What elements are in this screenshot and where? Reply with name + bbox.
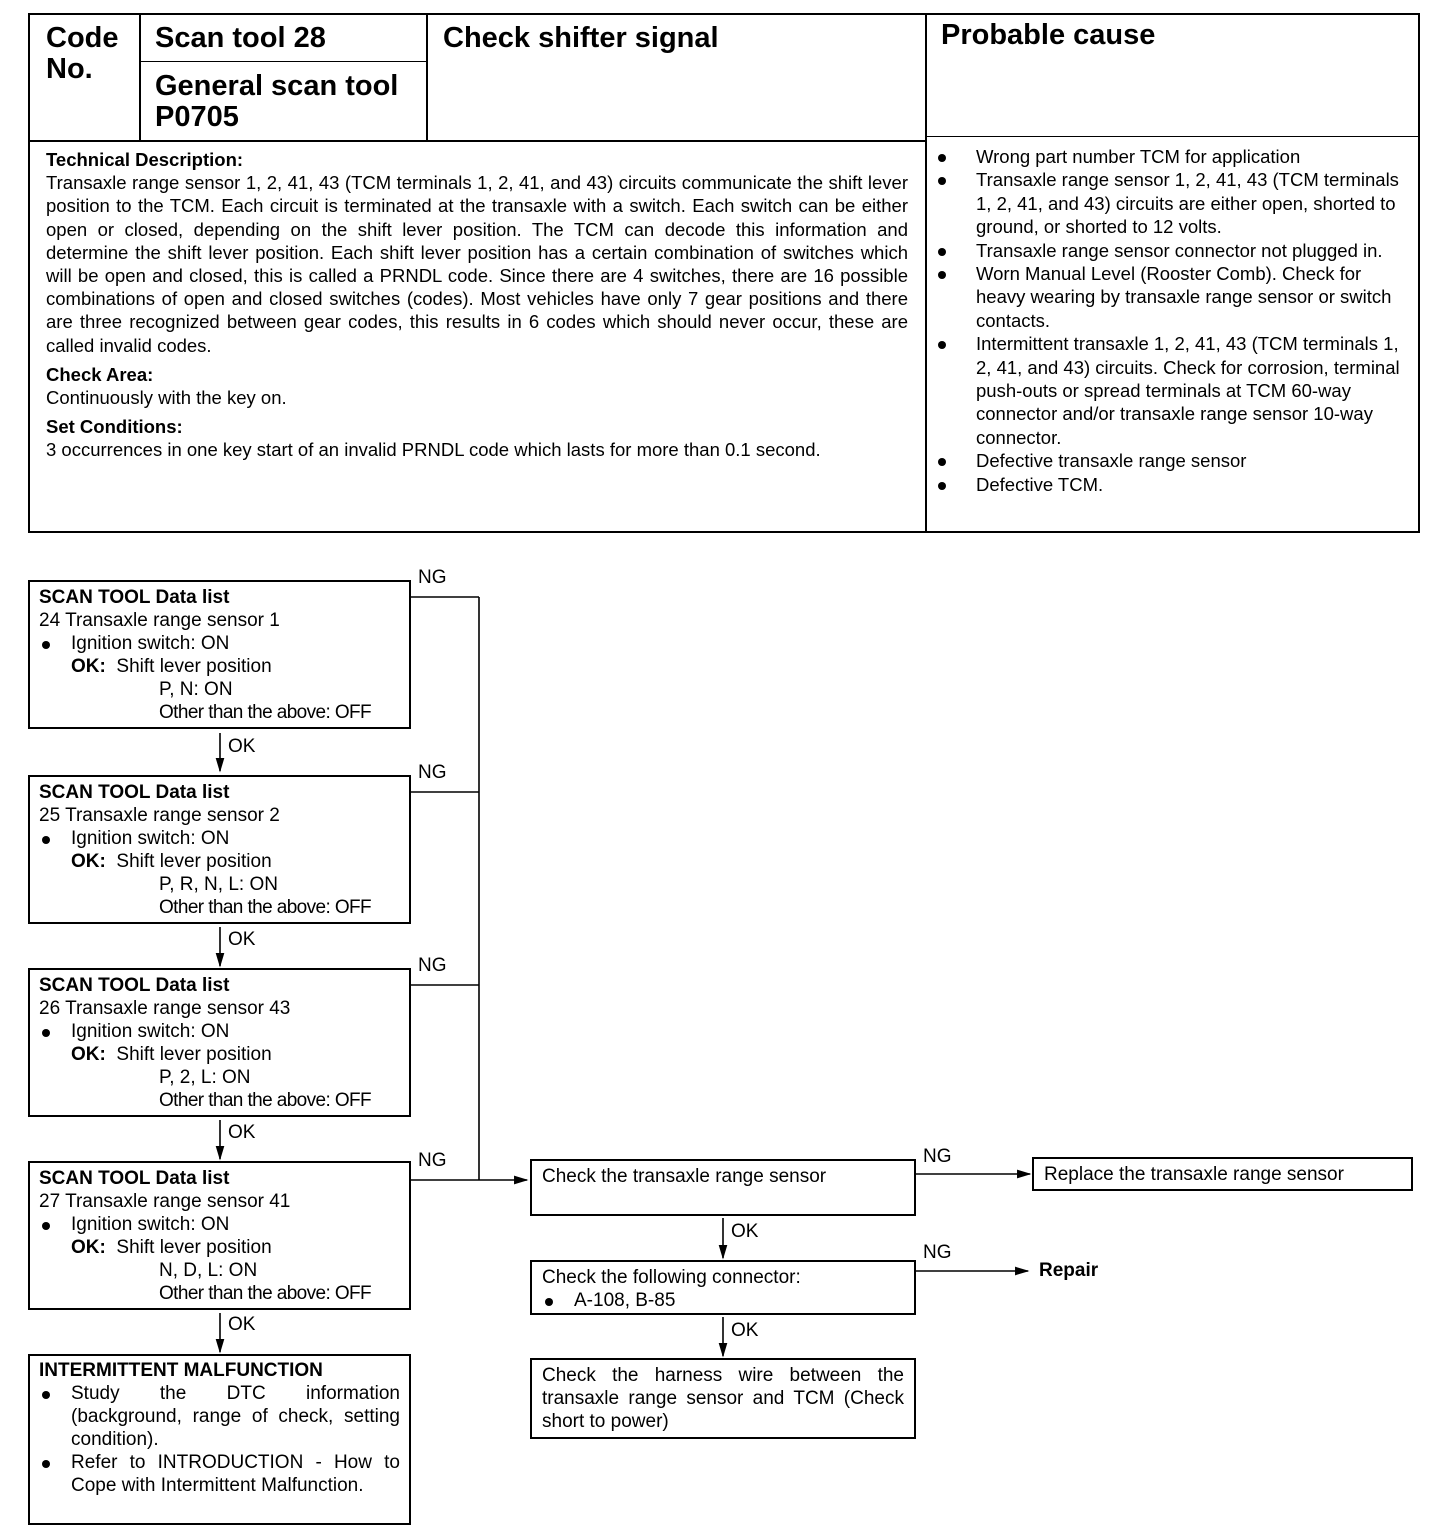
ng-label: NG bbox=[418, 1150, 447, 1171]
probable-cause-item: Defective TCM. bbox=[930, 473, 1400, 496]
scan-step-item: 26 Transaxle range sensor 43 bbox=[39, 998, 291, 1019]
check-sensor-text: Check the transaxle range sensor bbox=[542, 1166, 827, 1187]
scan-step-item: 24 Transaxle range sensor 1 bbox=[39, 610, 280, 631]
ng-label: NG bbox=[923, 1242, 952, 1263]
probable-cause-item: Transaxle range sensor connector not plugged in. bbox=[930, 239, 1400, 262]
general-scan-tool-label: General scan tool P0705 bbox=[155, 70, 399, 133]
check-area-text: Continuously with the key on. bbox=[46, 387, 287, 409]
ok-label: OK bbox=[228, 1122, 256, 1143]
scan-step-off-line: Other than the above: OFF bbox=[159, 1283, 372, 1304]
scan-step-box-1 bbox=[28, 580, 411, 729]
scan-step-on-line: P, 2, L: ON bbox=[159, 1067, 251, 1088]
probable-cause-item: Intermittent transaxle 1, 2, 41, 43 (TCM terminals 1, 2, 41, and 43) circuits. Check for corrosion, terminal push-outs or spread terminals at TCM 60-way connector and/or transaxle range sensor 10-way connector. bbox=[930, 332, 1400, 449]
scan-step-box-2 bbox=[28, 775, 411, 924]
scan-step-title: SCAN TOOL Data list bbox=[39, 975, 230, 996]
check-connector-text: Check the following connector: bbox=[542, 1267, 801, 1288]
ng-label: NG bbox=[418, 955, 447, 976]
intermittent-bullet: Refer to INTRODUCTION - How to Cope with Intermittent Malfunction. bbox=[39, 1451, 400, 1497]
intermittent-malfunction-box bbox=[28, 1354, 411, 1525]
repair-label: Repair bbox=[1039, 1260, 1099, 1281]
ok-label: OK bbox=[731, 1320, 759, 1341]
set-conditions-heading: Set Conditions: bbox=[46, 416, 183, 438]
code-no-label: Code No. bbox=[46, 22, 119, 85]
scan-step-off-line: Other than the above: OFF bbox=[159, 1090, 372, 1111]
intermittent-title: INTERMITTENT MALFUNCTION bbox=[39, 1360, 323, 1381]
scan-step-box-3 bbox=[28, 968, 411, 1117]
scan-step-ok-line: OK: Shift lever position bbox=[71, 1237, 272, 1258]
check-sensor-box bbox=[530, 1159, 916, 1216]
scan-step-ok-line: OK: Shift lever position bbox=[71, 656, 272, 677]
scan-step-title: SCAN TOOL Data list bbox=[39, 587, 230, 608]
scan-step-condition: Ignition switch: ON bbox=[39, 1213, 409, 1236]
technical-description-heading: Technical Description: bbox=[46, 149, 244, 170]
ok-label: OK bbox=[228, 929, 256, 950]
ok-label: OK bbox=[228, 736, 256, 757]
check-area-heading: Check Area: bbox=[46, 363, 154, 385]
connector-bullet: A-108, B-85 bbox=[542, 1289, 914, 1312]
probable-cause-item: Transaxle range sensor 1, 2, 41, 43 (TCM terminals 1, 2, 41, and 43) circuits are either open, shorted to ground, or shorted to 12 volts. bbox=[930, 168, 1400, 238]
probable-cause-heading: Probable cause bbox=[941, 19, 1156, 51]
scan-step-on-line: P, N: ON bbox=[159, 679, 233, 700]
ng-label: NG bbox=[418, 762, 447, 783]
set-conditions-text: 3 occurrences in one key start of an invalid PRNDL code which lasts for more than 0.1 second. bbox=[46, 439, 821, 461]
check-connector-box bbox=[530, 1260, 916, 1315]
scan-step-condition: Ignition switch: ON bbox=[39, 827, 409, 850]
replace-sensor-box bbox=[1032, 1157, 1413, 1191]
check-harness-text: Check the harness wire between the transaxle range sensor and TCM (Check short to power) bbox=[542, 1365, 904, 1432]
scan-step-on-line: N, D, L: ON bbox=[159, 1260, 258, 1281]
scan-step-on-line: P, R, N, L: ON bbox=[159, 874, 278, 895]
scan-step-item: 27 Transaxle range sensor 41 bbox=[39, 1191, 291, 1212]
intermittent-bullet: Study the DTC information (background, range of check, setting condition). bbox=[39, 1382, 400, 1451]
probable-cause-item: Wrong part number TCM for application bbox=[930, 145, 1400, 168]
scan-step-condition: Ignition switch: ON bbox=[39, 632, 409, 655]
replace-sensor-text: Replace the transaxle range sensor bbox=[1044, 1164, 1344, 1185]
technical-description-text: Transaxle range sensor 1, 2, 41, 43 (TCM terminals 1, 2, 41, and 43) circuits communicate the shift lever position to the TCM. Each circuit is terminated at the transaxle with a switch. Each switch can be either open or closed, depending on the shift lever position. The TCM can decode this information and determine the shift lever position. Each shift lever position has a certain combination of switches which will be open and closed, this is called a PRNDL code. Since there are 4 switches, there are 16 possible combinations of open and closed switches (codes). Most vehicles have only 7 gear positions and there are three recognized between gear codes, this results in 6 codes which should never occur, these are called invalid codes. bbox=[46, 172, 908, 356]
scan-step-off-line: Other than the above: OFF bbox=[159, 897, 372, 918]
scan-step-box-4 bbox=[28, 1161, 411, 1310]
scan-step-ok-line: OK: Shift lever position bbox=[71, 851, 272, 872]
check-harness-box bbox=[530, 1358, 916, 1439]
probable-cause-item: Worn Manual Level (Rooster Comb). Check for heavy wearing by transaxle range sensor or switch contacts. bbox=[930, 262, 1400, 332]
scan-tool-28-label: Scan tool 28 bbox=[155, 22, 326, 54]
scan-step-title: SCAN TOOL Data list bbox=[39, 782, 230, 803]
scan-step-item: 25 Transaxle range sensor 2 bbox=[39, 805, 280, 826]
scan-step-off-line: Other than the above: OFF bbox=[159, 702, 372, 723]
scan-step-condition: Ignition switch: ON bbox=[39, 1020, 409, 1043]
ng-label: NG bbox=[923, 1146, 952, 1167]
ng-label: NG bbox=[418, 567, 447, 588]
page-title: Check shifter signal bbox=[443, 22, 719, 54]
probable-cause-item: Defective transaxle range sensor bbox=[930, 449, 1400, 472]
scan-step-title: SCAN TOOL Data list bbox=[39, 1168, 230, 1189]
ok-label: OK bbox=[228, 1314, 256, 1335]
scan-step-ok-line: OK: Shift lever position bbox=[71, 1044, 272, 1065]
ok-label: OK bbox=[731, 1221, 759, 1242]
